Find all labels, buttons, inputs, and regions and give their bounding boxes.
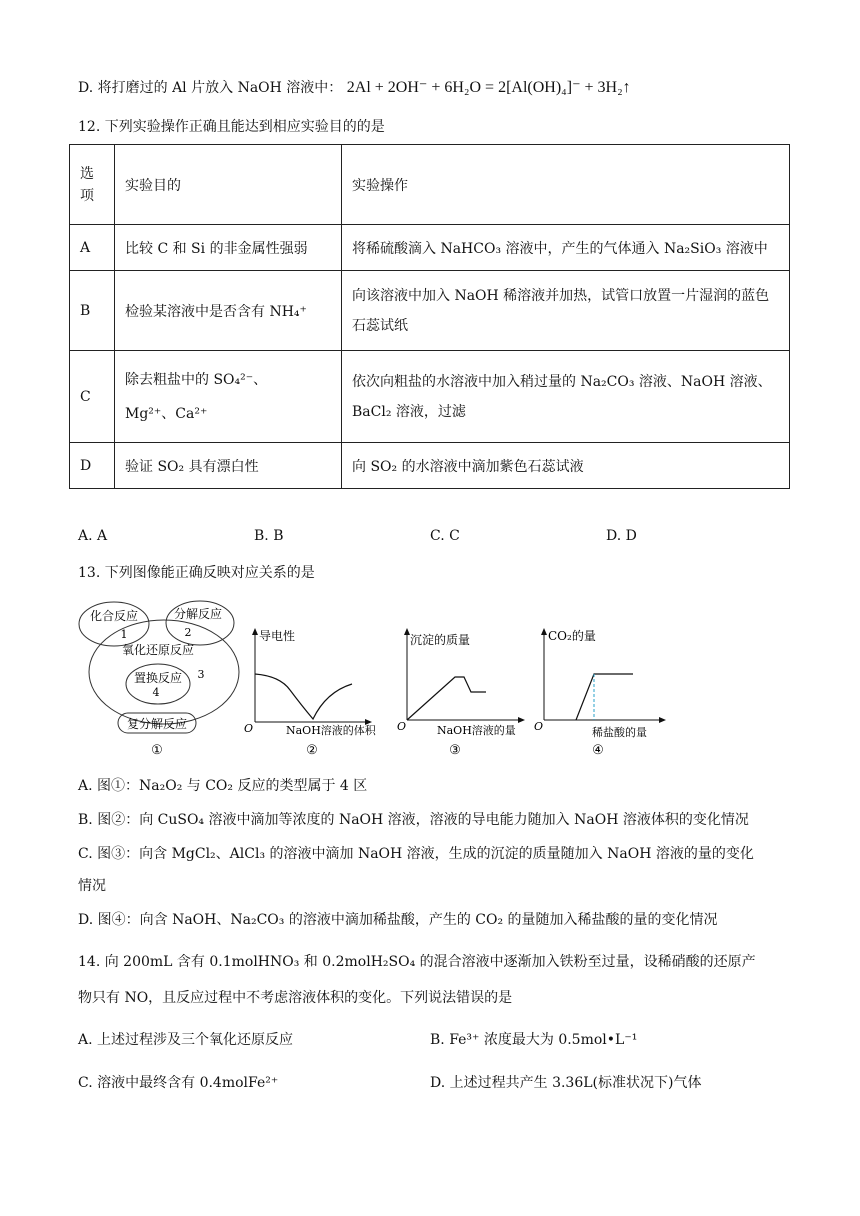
precipitate-curve [407,677,486,720]
figure-label-4: ④ [592,743,604,758]
option-d-equation: 2Al + 2OH⁻ + 6H₂O = 2[Al(OH)₄]⁻ + 3H₂↑ [346,79,631,96]
row-purpose: 除去粗盐中的 SO₄²⁻、Mg²⁺、Ca²⁺ [115,351,342,443]
choice-b[interactable]: B. B [254,528,284,544]
x-axis-label: NaOH溶液的量 [437,724,516,737]
header-purpose: 实验目的 [115,145,342,225]
co2-curve [576,674,633,720]
q14-stem-line2: 物只有 NO，且反应过程中不考虑溶液体积的变化。下列说法错误的是 [78,990,513,1006]
row-option: D [70,443,115,489]
header-operation: 实验操作 [342,145,790,225]
q14-stem-line1: 14. 向 200mL 含有 0.1molHNO₃ 和 0.2molH₂SO₄ 的混合溶液中逐渐加入铁粉至过量，设稀硝酸的还原产 [78,954,756,970]
figure-label-1: ① [151,743,163,758]
q13-choice-c-cont: 情况 [78,878,106,894]
num-2: 2 [184,626,192,639]
label-displacement: 置换反应 [133,671,183,685]
q12-stem: 12. 下列实验操作正确且能达到相应实验目的的是 [78,119,385,135]
figure-3-precipitate [393,626,533,758]
label-redox: 氧化还原反应 [121,643,195,657]
origin-label: O [534,720,544,733]
row-operation: 将稀硫酸滴入 NaHCO₃ 溶液中，产生的气体通入 Na₂SiO₃ 溶液中 [342,225,790,271]
row-purpose: 比较 C 和 Si 的非金属性强弱 [115,225,342,271]
q14-choice-b[interactable]: B. Fe³⁺ 浓度最大为 0.5mol•L⁻¹ [430,1032,638,1048]
num-4: 4 [152,686,160,699]
q12-choices [78,528,778,548]
q14-choice-a[interactable]: A. 上述过程涉及三个氧化还原反应 [78,1032,294,1048]
q13-choice-b[interactable]: B. 图②：向 CuSO₄ 溶液中滴加等浓度的 NaOH 溶液，溶液的导电能力随加入 NaOH 溶液体积的变化情况 [78,812,749,828]
x-axis-label: NaOH溶液的体积 [286,724,376,737]
q14-choice-c[interactable]: C. 溶液中最终含有 0.4molFe²⁺ [78,1075,279,1091]
q13-choice-a[interactable]: A. 图①：Na₂O₂ 与 CO₂ 反应的类型属于 4 区 [78,778,368,794]
q14-choice-d[interactable]: D. 上述过程共产生 3.36L(标准状况下)气体 [430,1075,702,1091]
table-row [70,351,790,443]
table-row [70,271,790,351]
origin-label: O [397,720,407,733]
row-option: B [70,271,115,351]
row-option: C [70,351,115,443]
row-operation: 依次向粗盐的水溶液中加入稍过量的 Na₂CO₃ 溶液、NaOH 溶液、BaCl₂ 溶液，过滤 [342,351,790,443]
y-axis-label: CO₂的量 [548,629,596,643]
conductivity-curve [255,674,352,719]
x-axis-label: 稀盐酸的量 [592,726,647,739]
label-decomposition: 分解反应 [173,607,223,621]
table-header-row [70,145,790,225]
num-1: 1 [120,628,128,641]
figure-4-co2 [532,626,672,758]
label-combination: 化合反应 [89,609,139,623]
choice-c[interactable]: C. C [430,528,460,544]
previous-option-d [78,78,631,98]
y-axis-label: 导电性 [259,629,296,643]
y-axis-label: 沉淀的质量 [410,633,471,647]
figure-2-conductivity [240,626,380,758]
q12-table [69,144,790,489]
label-double-decomp: 复分解反应 [126,717,188,731]
option-d-prefix: D. 将打磨过的 Al 片放入 NaOH 溶液中： [78,80,343,96]
row-operation: 向该溶液中加入 NaOH 稀溶液并加热，试管口放置一片湿润的蓝色石蕊试纸 [342,271,790,351]
q13-choice-c[interactable]: C. 图③：向含 MgCl₂、AlCl₃ 的溶液中滴加 NaOH 溶液，生成的沉淀的质量随加入 NaOH 溶液的量的变化 [78,846,754,862]
figure-1-venn [78,596,243,758]
figure-label-3: ③ [449,743,461,758]
row-purpose: 验证 SO₂ 具有漂白性 [115,443,342,489]
q13-choice-d[interactable]: D. 图④：向含 NaOH、Na₂CO₃ 的溶液中滴加稀盐酸，产生的 CO₂ 的量随加入稀盐酸的量的变化情况 [78,912,718,928]
figure-label-2: ② [306,743,318,758]
origin-label: O [244,722,254,735]
header-option: 选项 [70,145,115,225]
row-purpose: 检验某溶液中是否含有 NH₄⁺ [115,271,342,351]
table-row [70,225,790,271]
table-row [70,443,790,489]
row-operation: 向 SO₂ 的水溶液中滴加紫色石蕊试液 [342,443,790,489]
num-3: 3 [197,668,205,681]
row-option: A [70,225,115,271]
choice-d[interactable]: D. D [606,528,637,544]
choice-a[interactable]: A. A [78,528,108,544]
q13-stem: 13. 下列图像能正确反映对应关系的是 [78,565,315,581]
